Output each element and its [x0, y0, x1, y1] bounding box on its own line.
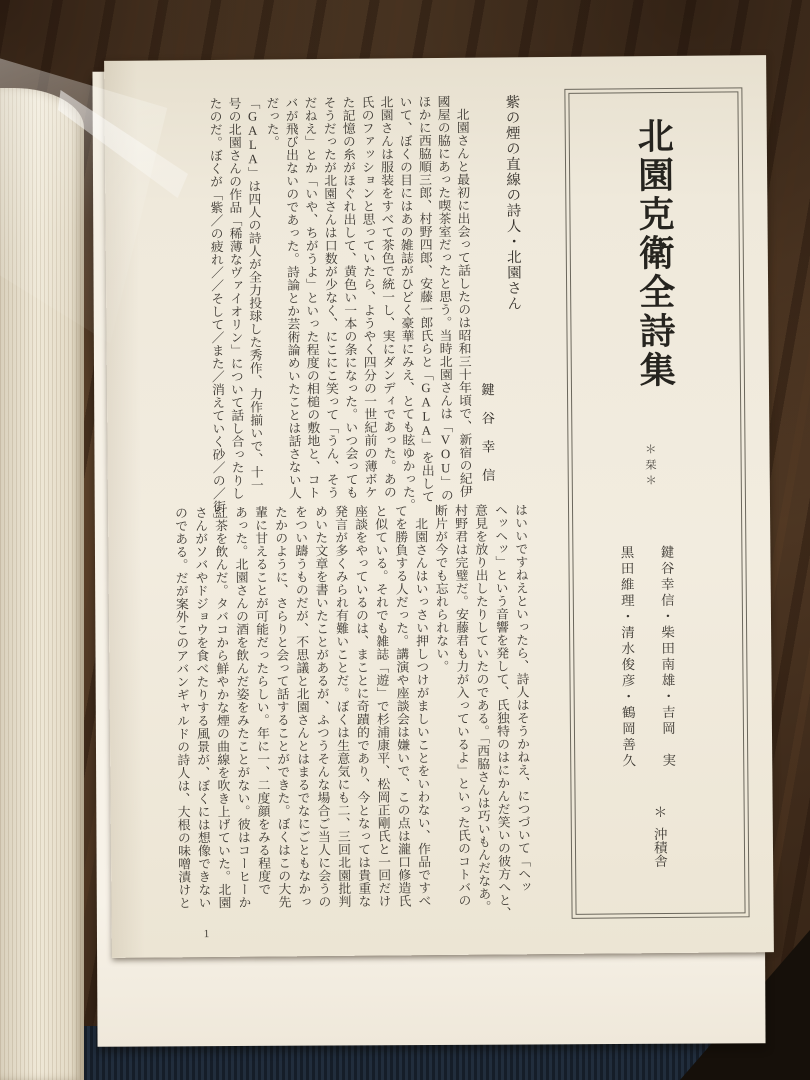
text-column: 村野君は完璧だ。安藤君も力が入っているよ」といった氏のコトバの: [452, 503, 471, 907]
text-column: バが飛び出ないのであった。詩論とか芸術論めいたことは話さない人: [283, 96, 301, 500]
text-column: 國屋の脇にあった喫茶室だったと思う。当時北園さんは「VOU」の: [435, 94, 453, 502]
essay-lower-block: [148, 503, 534, 958]
text-column: 北園さんはいっさい押しつけがましいことをいわない、作品ですべ: [412, 504, 431, 908]
text-column: ヘッヘッ」という音響を発して、氏独特のはにかんだ笑いの彼方へと、: [492, 503, 511, 920]
text-column: た記憶の糸がほぐれ出して、黄色い一本の条になった。いつ会っても: [340, 95, 358, 499]
text-column: たのだ。ぼくが「紫／の疲れ／／そして／また／消えていく砂／の／街」: [207, 96, 226, 526]
text-column: 発言が多くみられ有難いことだ。ぼくは生意気にも二、三回北園批判: [332, 504, 351, 908]
text-column: だった。: [264, 96, 279, 149]
text-column: 黒田維理・清水俊彦・鶴岡善久: [618, 545, 636, 770]
essay-author: 鍵谷幸信: [478, 382, 495, 497]
text-column: と似ている。それでも雑誌「遊」で杉浦康平、松岡正剛氏と一回だけ: [372, 504, 391, 908]
text-column: めいた文章を書いたことがあるが、ふつうそんな場合ご当人に会うの: [312, 504, 331, 909]
text-column: をつい躊うものだが、不思議と北園さんとはまるでなにごともなかっ: [292, 505, 311, 909]
text-column: さんがソバやドジョウを食べたりする風景が、ぼくには想像できない: [192, 506, 211, 910]
page-number: 1: [203, 928, 210, 941]
text-column: 座談をやっているのは、まことに奇蹟的であり、今となっては貴重な: [352, 504, 371, 908]
text-column: 意見を放り出したりしていたのである。「西脇さんは巧いもんだなあ。: [472, 503, 491, 914]
booklet-insert-page: [104, 55, 774, 958]
text-column: てを勝負する人だった。講演や座談会は嫌いで、この点は瀧口修造氏: [392, 504, 411, 908]
text-column: たかのように、さらりと会って話することができた。ぼくはこの大先: [272, 505, 291, 909]
contributors-list: [605, 545, 687, 770]
text-column: 断片が今でも忘れられない。: [432, 503, 449, 674]
text-column: いて、ぼくの目にはあの雑誌がひどく豪華にみえ、とても眩ゆかった。: [397, 95, 416, 512]
text-column: 北園さんは服装をすべて茶色で統一し、実にダンディであった。あの: [378, 95, 396, 499]
text-column: そうだったが北園さんは口数が少なく、にこにこ笑って「うん、そう: [321, 95, 339, 499]
text-column: だねえ」とか「いや、ちがうよ」といった程度の相槌の敷地と、コト: [302, 96, 320, 500]
publisher: [648, 805, 669, 867]
title-box-inner-rule: [568, 91, 745, 914]
text-column: あった。北園さんの酒を飲んだ姿をみたことがない。彼はコーヒーか: [232, 505, 251, 909]
text-column: 「GALA」は四人の詩人が全力投球した秀作、力作揃いで、十一: [245, 96, 263, 492]
slip-label: ＊栞＊: [643, 443, 657, 490]
text-column: 氏のファッションと思っていたら、ようやく四分の一世紀前の薄ボケ: [359, 95, 377, 499]
text-column: はいいですねえといったら、詩人はそうかねえ、につづいて「ヘッ: [512, 503, 531, 894]
essay-upper-block: [180, 94, 530, 526]
text-column: 北園さんと最初に出会って話したのは昭和三十年頃で、新宿の紀伊: [454, 94, 472, 498]
text-column: 輩に甘えることが可能だったらしい。年に一、二度顔をみる程度で: [252, 505, 271, 896]
text-column: ほかに西脇順三郎、村野四郎、安藤一郎氏らと「GALA」を出して: [416, 95, 434, 503]
text-column: 鍵谷幸信・柴田南雄・吉岡 実: [658, 544, 676, 770]
publisher-mark: ＊: [651, 805, 667, 819]
text-column: 紅茶を飲んだ。タバコから鮮やかな煙の曲線を吹き上げていた。北園: [212, 505, 231, 909]
title-box: [564, 87, 749, 919]
publisher-name: 沖積舎: [651, 826, 667, 868]
text-column: のである。だが案外このアバンギャルドの詩人は、大根の味噌漬けと: [172, 506, 191, 910]
text-column: 号の北園さんの作品「稀薄なヴァイオリン」について話し合ったりし: [226, 96, 244, 500]
book-title: 北園克衛全詩集: [633, 116, 676, 391]
essay-title: 紫の煙の直線の詩人・北園さん: [503, 94, 522, 312]
